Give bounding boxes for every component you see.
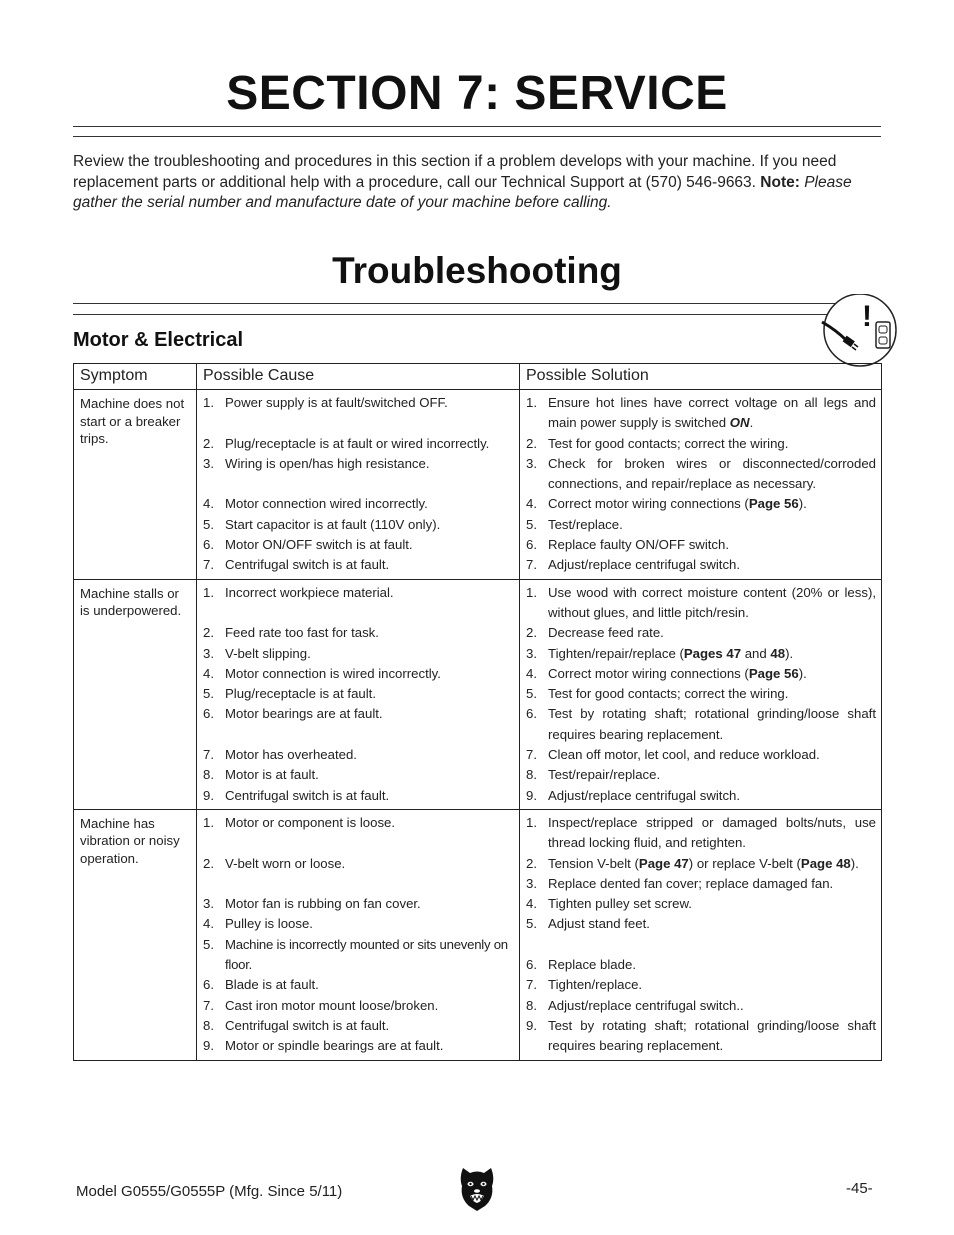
divider (73, 136, 881, 137)
list-item: 3. Motor fan is rubbing on fan cover. (203, 896, 421, 912)
list-item: 5. Plug/receptacle is at fault. (203, 686, 377, 702)
list-item: 2. Plug/receptacle is at fault or wired incorrectly. (203, 435, 490, 451)
list-item: 3. Replace dented fan cover; replace damaged fan. (526, 875, 834, 891)
list-item: 5. Start capacitor is at fault (110V only). (203, 516, 441, 532)
divider (73, 303, 843, 304)
bear-head-logo (457, 1164, 497, 1212)
list-item: 5. Test/replace. (526, 516, 623, 532)
list-item: 1. Inspect/replace stripped or damaged bolts/nuts, use thread locking fluid, and retighten. (526, 814, 876, 851)
list-item: 6. Replace faulty ON/OFF switch. (526, 537, 730, 553)
list-item: 2. Test for good contacts; correct the wiring. (526, 435, 789, 451)
header-symptom: Symptom (74, 364, 197, 390)
list-item: 3. Tighten/repair/replace (Pages 47 and 48). (526, 645, 794, 661)
page-number: -45- (846, 1180, 873, 1197)
solution-cell (520, 579, 882, 809)
table-header-row (74, 364, 882, 390)
header-possible-cause: Possible Cause (197, 364, 520, 390)
troubleshooting-title: Troubleshooting (332, 250, 622, 291)
list-item: 6. Motor bearings are at fault. (203, 706, 383, 722)
list-item: 5. Test for good contacts; correct the wiring. (526, 686, 789, 702)
list-item: 6. Motor ON/OFF switch is at fault. (203, 537, 413, 553)
list-item: 9. Centrifugal switch is at fault. (203, 787, 390, 803)
electrical-warning-icon (818, 294, 902, 368)
list-item: 6. Replace blade. (526, 957, 636, 973)
cause-cell (197, 390, 520, 580)
list-item: 8. Motor is at fault. (203, 767, 319, 783)
list-item: 4. Pulley is loose. (203, 916, 313, 932)
list-item: 4. Correct motor wiring connections (Page 56). (526, 496, 807, 512)
intro-text: Review the troubleshooting and procedures in this section if a problem develops with your machine. If you need replacement parts or additional help with a procedure, call our Technical Support at (570) 546-9663. (73, 153, 837, 191)
list-item: 5. Adjust stand feet. (526, 916, 650, 932)
list-item: 7. Cast iron motor mount loose/broken. (203, 997, 439, 1013)
list-item: 3. Wiring is open/has high resistance. (203, 455, 430, 471)
list-item: 7. Motor has overheated. (203, 747, 357, 763)
divider (73, 314, 843, 315)
list-item: 9. Test by rotating shaft; rotational grinding/loose shaft requires bearing replacement. (526, 1017, 876, 1054)
list-item: 4. Motor connection is wired incorrectly. (203, 665, 441, 681)
list-item: 2. Feed rate too fast for task. (203, 625, 379, 641)
subsection-title: Motor & Electrical (73, 329, 244, 351)
header-possible-solution: Possible Solution (520, 364, 882, 390)
list-item: 1. Motor or component is loose. (203, 814, 396, 830)
cause-cell (197, 809, 520, 1060)
list-item: 3. Check for broken wires or disconnected/corroded connections, and repair/replace as necessary. (526, 455, 876, 492)
svg-text:!: ! (862, 300, 872, 333)
list-item: 2. Tension V-belt (Page 47) or replace V-belt (Page 48). (526, 855, 859, 871)
symptom-cell: Machine has vibration or noisy operation. (74, 809, 197, 1060)
list-item: 1. Ensure hot lines have correct voltage on all legs and main power supply is switched ON. (526, 395, 876, 431)
solution-cell (520, 809, 882, 1060)
list-item: 1. Power supply is at fault/switched OFF. (203, 395, 448, 410)
list-item: 1. Incorrect workpiece material. (203, 584, 394, 600)
cause-cell (197, 579, 520, 809)
section-title: SECTION 7: SERVICE (226, 67, 728, 120)
list-item: 1. Use wood with correct moisture content (20% or less), without glues, and little pitch/resin. (526, 584, 876, 620)
list-item: 7. Clean off motor, let cool, and reduce workload. (526, 747, 820, 763)
list-item: 6. Test by rotating shaft; rotational grinding/loose shaft requires bearing replacement. (526, 706, 876, 742)
list-item: 7. Centrifugal switch is at fault. (203, 557, 390, 573)
list-item: 4. Motor connection wired incorrectly. (203, 496, 428, 512)
footer-model: Model G0555/G0555P (Mfg. Since 5/11) (76, 1183, 343, 1200)
list-item: 8. Centrifugal switch is at fault. (203, 1017, 390, 1033)
list-item: 3. V-belt slipping. (203, 645, 311, 661)
list-item: 2. V-belt worn or loose. (203, 855, 346, 871)
note-label: Note: (760, 173, 800, 191)
spacer (203, 413, 514, 433)
list-item: 7. Adjust/replace centrifugal switch. (526, 557, 741, 573)
list-item: 7. Tighten/replace. (526, 977, 643, 993)
solution-cell (520, 390, 882, 580)
list-item: 9. Adjust/replace centrifugal switch. (526, 787, 741, 803)
table-row (74, 809, 882, 1060)
table-row (74, 390, 882, 580)
intro-paragraph (73, 152, 883, 214)
list-item: 2. Decrease feed rate. (526, 625, 664, 641)
divider (73, 126, 881, 127)
list-item: 9. Motor or spindle bearings are at fault. (203, 1038, 444, 1054)
list-item: 6. Blade is at fault. (203, 977, 319, 993)
table-row (74, 579, 882, 809)
list-item: 4. Correct motor wiring connections (Page 56). (526, 665, 807, 681)
list-item: 8. Adjust/replace centrifugal switch.. (526, 997, 744, 1013)
list-item: 8. Test/repair/replace. (526, 767, 661, 783)
list-item: 5. Machine is incorrectly mounted or sits unevenly on floor. (203, 936, 508, 973)
list-item: 4. Tighten pulley set screw. (526, 896, 692, 912)
note-text: Please gather the serial number and manufacture date of your machine before calling. (73, 173, 852, 211)
troubleshooting-table (73, 363, 882, 1061)
symptom-cell: Machine does not start or a breaker trips. (74, 390, 197, 580)
symptom-cell: Machine stalls or is underpowered. (74, 579, 197, 809)
